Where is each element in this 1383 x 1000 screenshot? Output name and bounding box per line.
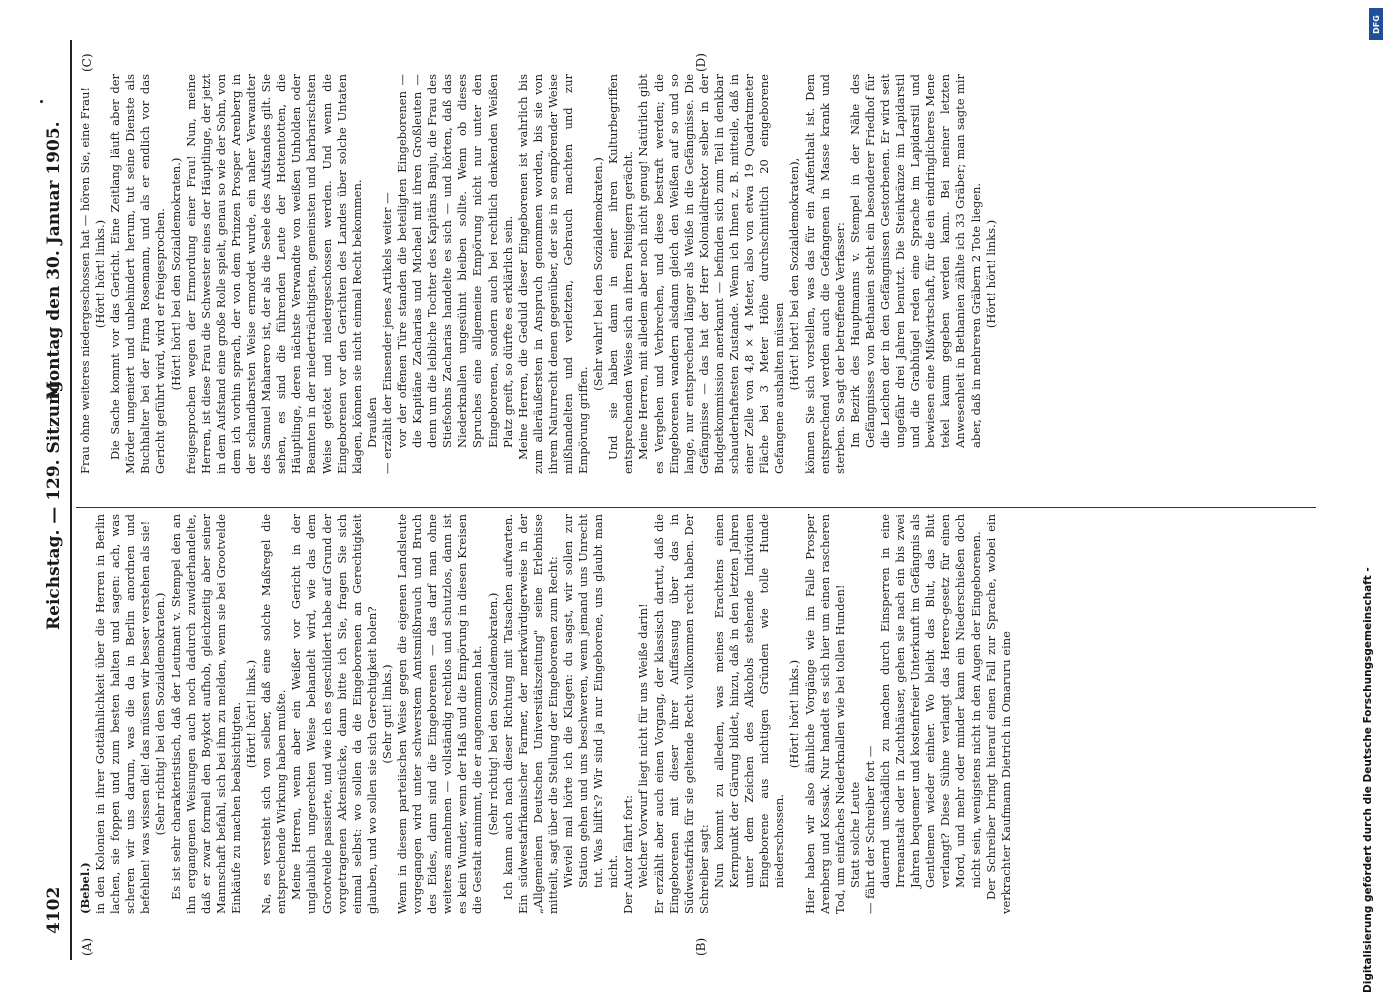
paragraph: in den Kolonien in ihrer Gottähnlichkeit über die Herren in Berlin lachen, sie foppen und zum besten halten und sagen: ach, was scheren wir uns darum, was die da in Berlin anordnen und befehlen! was wissen die! das müssen wir besser verstehen als sie! [93, 514, 153, 914]
paragraph: Der Schreiber bringt hierauf einen Fall zur Sprache, wobei ein verkrachter Kaufmann Dietrich in Omaruru eine [983, 514, 1013, 914]
paragraph: Frau ohne weiteres niedergeschossen hat — hören Sie, eine Frau! [78, 86, 92, 474]
column-divider [76, 507, 1316, 508]
margin-mark-a: (A) [80, 937, 94, 956]
interjection: (Hört! hört! links.) [93, 219, 108, 329]
quotation: Statt solche Leute [847, 781, 862, 888]
quotation: vor der offenen Türe standen die beteiligten Eingeborenen — die Kapitäne Zacharias und Michael mit ihren Großleuten — denn um die leibliche Tochter des Kapitäns Banju, die Frau des Stiefsohns Zacharias handelte es sich — und hörten, daß das Niederknallen ungesühnt bleiben sollte. Wenn ob dieses Spruches eine allgemeine Empörung nicht nur unter den Eingeborenen, sondern auch bei rechtlich denkenden Weißen Platz greift, so dürfte es erklärlich sein. [394, 74, 515, 448]
interjection: (Sehr gut! links.) [379, 664, 394, 764]
interjection: (Sehr wahr! bei den Sozialdemokraten.) [591, 157, 606, 391]
paragraph: Na, es versteht sich von selber, daß eine solche Maßregel die entsprechende Wirkung haben mußte. [259, 514, 289, 914]
paragraph: Es ist sehr charakteristisch, daß der Leutnant v. Stempel den an ihn ergangenen Weisungen auch noch dadurch zuwiderhandelte, daß er zwar formell den Boykott aufhob, gleichzeitig aber seiner Mannschaft befahl, sich bei ihm zu melden, wenn sie bei Grootvelde Einkäufe zu machen beabsichtigten. [168, 514, 243, 914]
session-date: Montag den 30. Januar 1905. [44, 121, 64, 400]
interjection: (Sehr richtig! bei den Sozialdemokraten.) [153, 592, 168, 836]
paragraph: Wenn in diesem parteiischen Weise gegen die eigenen Landsleute vorgegangen wird unter schwerstem Amtsmißbrauch und Bruch des Eides, dann sind die Eingeborenen — das darf man ohne weiteres annehmen — vollständig rechtlos und schutzlos, dann ist es kein Wunder, wenn der Haß und die Empörung in diesen Kreisen die Gestalt annimmt, die er angenommen hat. [394, 514, 485, 914]
paragraph: Meine Herren, mit alledem aber noch nicht genug! Natürlich gibt es Vergehen und Verbrechen, und diese bestraft werden; die Eingeborenen wandern alsdann gleich den Weißen auf so und so lange, nur entsprechend länger als Weiße in die Gefängnisse. Die Gefängnisse — das hat der Herr Kolonialdirektor selber in der Budgetkommission anerkannt — befinden sich zum Teil in denkbar schauderhaftesten Zustande. Wenn ich Ihnen z. B. mitteile, daß in einer Zelle von 4,8 × 4 Meter, also von etwa 19 Quadratmeter Fläche bei 3 Meter Höhe durchschnittlich 20 eingeborene Gefangene aushalten müssen [636, 74, 787, 474]
paragraph: Die Sache kommt vor das Gericht. Eine Zeitlang läuft aber der Mörder ungeniert und unbehindert herum, tut seine Dienste als Buchhalter bei der Firma Rosemann, und als er endlich vor das Gericht geführt wird, wird er freigesprochen. [108, 74, 168, 474]
dfg-logo: DFG [1369, 8, 1383, 40]
right-column [78, 74, 999, 474]
left-column [78, 514, 1014, 914]
digitization-credit [1358, 8, 1382, 998]
paragraph: — fährt der Schreiber fort — [862, 745, 877, 914]
quotation: Draußen [364, 397, 379, 448]
paragraph: Meine Herren, die Geduld dieser Eingeborenen ist wahrlich bis zum alleräußersten in Anspruch genommen worden, bis sie von ihrem Naturrecht denen gegenüber, der sie in so empörender Weise mißhandelten und verletzten, Gebrauch machten und zur Empörung griffen. [515, 74, 591, 474]
interjection: (Hört! hört! links.) [983, 219, 998, 329]
paragraph: Ich kann auch nach dieser Richtung mit Tatsachen aufwarten. Ein südwestafrikanischer Farmer, der merkwürdigerweise in der „Allgemeinen Deutschen Universitätszeitung" seine Erlebnisse mitteilt, sagt über die Stellung der Eingeborenen zum Recht: [500, 514, 560, 914]
margin-mark-c: (C) [80, 53, 94, 72]
interjection: (Hört! hört! links.) [787, 659, 802, 769]
paragraph: Und sie haben dann in einer ihren Kulturbegriffen entsprechenden Weise sich an ihren Peinigern gerächt. [606, 74, 636, 474]
paragraph: können Sie sich vorstellen, was das für ein Aufenthalt ist. Dem entsprechend werden auch die Gefangenen in Masse krank und sterben. So sagt der betreffende Verfasser: [802, 74, 847, 474]
quotation: Nun kommt zu alledem, was meines Erachtens einen Kernpunkt der Gärung bildet, hinzu, daß in den letzten Jahren unter dem Zeichen des Alkohols stehende Individuen Eingeborene aus nichtigen Gründen wie tolle Hunde niederschossen. [711, 514, 787, 888]
quotation: Im Bezirk des Hauptmanns v. Stempel in der Nähe des Gefängnisses von Bethanien steht ein besonderer Friedhof für die Leichen der in den Gefängnissen Gestorbenen. Er wird seit ungefähr drei Jahren benutzt. Die Steinkränze im Lapidarstil und die Grabhügel reden eine Sprache im Lapidarstil und bewiesen eine Mißwirtschaft, für die ein eindringlicheres Mene tekel kaum gegeben werden kann. Bei meiner letzten Anwesenheit in Bethanien zählte ich 33 Gräber; man sagte mir aber, daß in mehreren Gräbern 2 Tote liegen. [847, 74, 983, 448]
margin-mark-d: (D) [694, 53, 708, 72]
margin-mark-b: (B) [694, 937, 708, 956]
speaker-name: (Bebel.) [78, 862, 92, 914]
quotation: dauernd unschädlich zu machen durch Einsperren in eine Irrenanstalt oder in Zuchthäuser, gehen sie nach ein bis zwei Jahren bequemer und kostenfreier Unterkunft im Gefängnis als Gentlemen wieder einher. Wo bleibt das Blut, das Blut verlangt? Diese Sühne verlangt das Herero-gesetz für einen Mord, und mehr oder minder kann ein Niederschießen doch nicht sein, wenigstens nicht in den Augen der Eingeborenen. [877, 514, 983, 888]
header-rule [70, 40, 72, 960]
paragraph: Er erzählt aber auch einen Vorgang, der klassisch dartut, daß die Eingeborenen mit dieser ihrer Auffassung über das in Südwestafrika für sie geltende Recht vollkommen recht haben. Der Schreiber sagt: [651, 514, 711, 914]
page-number: 4102 [44, 886, 64, 934]
paragraph: Meine Herren, wenn aber ein Weißer vor Gericht in der unglaublich ungerechten Weise behandelt wird, wie das dem Grootvelde passierte, und wie ich es geschildert habe auf Grund der vorgetragenen Aktenstücke, dann bitte ich Sie, fragen Sie sich einmal selbst: wo sollen da die Eingeborenen an Gerechtigkeit glauben, und wo sollen sie sich Gerechtigkeit holen? [289, 514, 379, 914]
paragraph: — erzählt der Einsender jenes Artikels weiter — [379, 192, 394, 474]
interjection: (Hört! hört! links.) [244, 659, 259, 769]
interjection: (Sehr richtig! bei den Sozialdemokraten.) [485, 592, 500, 836]
running-title: Reichstag. — 129. Sitzung. [44, 374, 64, 630]
page-header [44, 40, 68, 960]
quotation: Welcher Vorwurf liegt nicht für uns Weiße darin! [636, 603, 651, 888]
paragraph: freigesprochen wegen der Ermordung einer Frau! Nun, meine Herren, ist diese Frau die Schwester eines der Häuptlinge, der jetzt in dem Aufstand eine große Rolle spielt, genau so wie der Sohn, von dem ich vorhin sprach, der von dem Prinzen Prosper Arenberg in der schandbarsten Weise ermordet wurde, ein naher Verwandter des Samuel Maharero ist, der als die Seele des Aufstandes gilt. Sie sehen, es sind die führenden Leute der Hottentotten, die Häuptlinge, deren nächste Verwandte von weißen Unholden oder Beamten in der niederträchtigsten, gemeinsten und barbarischsten Weise getötet und niedergeschossen werden. Und wenn die Eingeborenen vor den Gerichten des Landes über solche Untaten klagen, können sie nicht einmal Recht bekommen. [183, 74, 364, 474]
paragraph: Der Autor fährt fort: [621, 794, 636, 914]
interjection: (Hört! hört! bei den Sozialdemokraten), [787, 157, 802, 391]
quotation: Wieviel mal hörte ich die Klagen: du sagst, wir sollen zur Station gehen und uns beschweren, wenn jemand uns Unrecht tut. Was hilft's? Wir sind ja nur Eingeborene, uns glaubt man nicht. [561, 514, 621, 888]
credit-text: Digitalisierung gefördert durch die Deutsche Forschungsgemeinschaft - [1362, 567, 1374, 993]
interjection: (Hört! hört! bei den Sozialdemokraten.) [168, 157, 183, 391]
paragraph: Hier haben wir also ähnliche Vorgänge wie im Falle Prosper Arenberg und Kossak. Nur handelt es sich hier um einen rascheren Tod, um einfaches Niederknallen wie bei tollen Hunden! [802, 514, 847, 914]
